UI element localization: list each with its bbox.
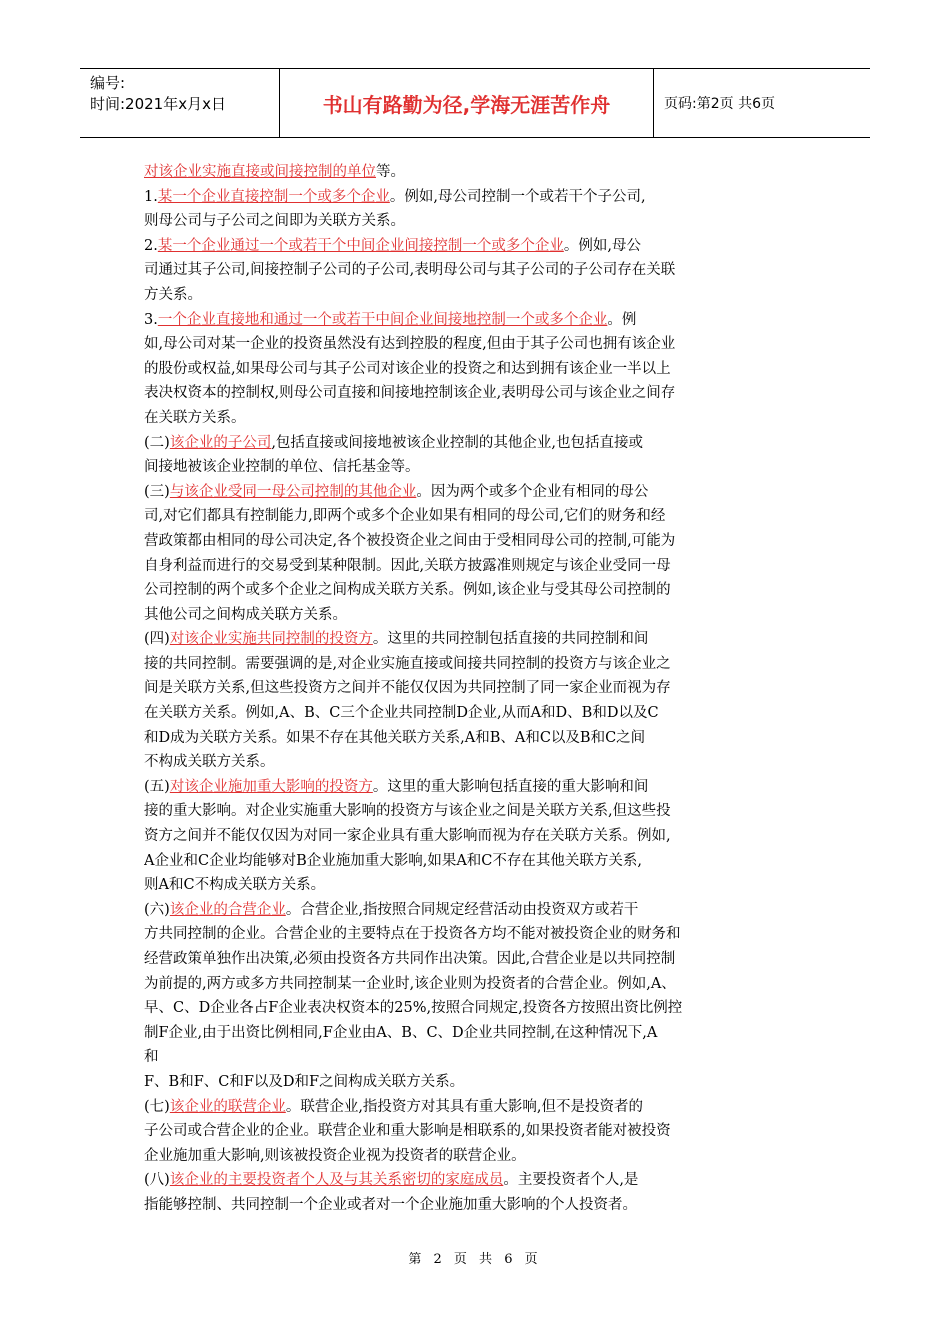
line-text: 1. (144, 188, 158, 205)
line-text: (三) (144, 483, 170, 500)
line-text: 间是关联方关系,但这些投资方之间并不能仅仅因为共同控制了同一家企业而视为存 (144, 680, 671, 697)
line-text: 。主要投资者个人,是 (503, 1172, 639, 1189)
line-text: 和 (144, 1049, 159, 1066)
text-line (144, 726, 824, 751)
highlighted-term: 与该企业受同一母公司控制的其他企业 (169, 483, 417, 500)
line-text: 制F企业,由于出资比例相同,F企业由A、B、C、D企业共同控制,在这种情况下,A (144, 1024, 658, 1041)
text-line (144, 652, 824, 677)
line-text: 则母公司与子公司之间即为关联方关系。 (144, 213, 405, 230)
line-text: 。因为两个或多个企业有相同的母公 (416, 483, 649, 500)
line-text: 指能够控制、共同控制一个企业或者对一个企业施加重大影响的个人投资者。 (144, 1196, 637, 1213)
line-text: 。这里的共同控制包括直接的共同控制和间 (372, 631, 649, 648)
text-line (144, 750, 824, 775)
line-text: 表决权资本的控制权,则母公司直接和间接地控制该企业,表明母公司与该企业之间存 (144, 385, 676, 402)
text-line (144, 160, 824, 185)
line-text: 经营政策单独作出决策,必须由投资各方共同作出决策。因此,合营企业是以共同控制 (144, 951, 676, 967)
text-line (144, 308, 824, 333)
line-text: 间接地被该企业控制的单位、信托基金等。 (144, 459, 420, 476)
line-text: 早、C、D企业各占F企业表决权资本的25%,按照合同规定,投资各方按照出资比例控 (144, 1000, 683, 1017)
header-info (80, 69, 280, 137)
text-line (144, 676, 824, 701)
number-label: 编号: (90, 74, 126, 92)
line-text: 司,对它们都具有控制能力,即两个或多个企业如果有相同的母公司,它们的财务和经 (144, 508, 666, 525)
text-line (144, 701, 824, 726)
line-text: (八) (144, 1172, 170, 1189)
text-line (144, 209, 824, 234)
highlighted-term: 该企业的主要投资者个人及与其关系密切的家庭成员 (169, 1172, 504, 1189)
line-text: 资方之间并不能仅仅因为对同一家企业具有重大影响而视为存在关联方关系。例如, (144, 828, 671, 845)
line-text: F、B和F、C和F以及D和F之间构成关联方关系。 (144, 1073, 465, 1090)
text-line (144, 1045, 824, 1070)
line-text: 。例 (607, 311, 637, 328)
text-line (144, 922, 824, 947)
text-line (144, 554, 824, 579)
text-line (144, 1021, 824, 1046)
text-line (144, 455, 824, 480)
text-line (144, 381, 824, 406)
text-line (144, 480, 824, 505)
highlighted-term: 该企业的联营企业 (169, 1098, 286, 1115)
line-text: (六) (144, 901, 170, 918)
text-line (144, 627, 824, 652)
line-text: 的股份或权益,如果母公司与其子公司对该企业的投资之和达到拥有该企业一半以上 (144, 360, 671, 377)
text-line (144, 406, 824, 431)
line-text: 子公司或合营企业的企业。联营企业和重大影响是相联系的,如果投资者能对被投资 (144, 1123, 671, 1140)
text-line (144, 799, 824, 824)
line-text: 方共同控制的企业。合营企业的主要特点在于投资各方均不能对被投资企业的财务和 (144, 926, 681, 943)
document-body (144, 160, 824, 1218)
line-text: 等。 (376, 164, 405, 180)
text-line (144, 185, 824, 210)
header-page-info: 页码:第2页 共6页 (664, 96, 775, 112)
line-text: (二) (144, 434, 170, 451)
line-text: 司通过其子公司,间接控制子公司的子公司,表明母公司与其子公司的子公司存在关联 (144, 262, 676, 279)
highlighted-term: 对该企业实施共同控制的投资方 (169, 631, 373, 648)
line-text: 企业施加重大影响,则该被投资企业视为投资者的联营企业。 (144, 1147, 526, 1164)
highlighted-term: 某一个企业通过一个或若干个中间企业间接控制一个或多个企业 (157, 237, 564, 254)
text-line (144, 283, 824, 308)
line-text: 。例如,母公 (563, 237, 641, 254)
line-text: A企业和C企业均能够对B企业施加重大影响,如果A和C不存在其他关联方关系, (144, 852, 643, 869)
line-text: 接的共同控制。需要强调的是,对企业实施直接或间接共同控制的投资方与该企业之 (144, 655, 671, 672)
date-label: 时间:2021年x月x日 (90, 95, 226, 113)
text-line (144, 357, 824, 382)
line-text: 。例如,母公司控制一个或若干个子公司, (389, 188, 646, 205)
text-line (144, 849, 824, 874)
text-line (144, 947, 824, 972)
line-text: 公司控制的两个或多个企业之间构成关联方关系。例如,该企业与受其母公司控制的 (144, 582, 671, 599)
text-line (144, 332, 824, 357)
line-text: (七) (144, 1098, 170, 1115)
line-text: 。这里的重大影响包括直接的重大影响和间 (372, 778, 649, 795)
text-line (144, 898, 824, 923)
text-line (144, 873, 824, 898)
highlighted-term: 某一个企业直接控制一个或多个企业 (157, 188, 390, 205)
text-line (144, 996, 824, 1021)
text-line (144, 972, 824, 997)
text-line (144, 775, 824, 800)
text-line (144, 824, 824, 849)
page-header (80, 68, 870, 138)
line-text: 2. (144, 237, 158, 254)
line-text: 自身利益而进行的交易受到某种限制。因此,关联方披露准则规定与该企业受同一母 (144, 557, 671, 574)
text-line (144, 431, 824, 456)
text-line (144, 258, 824, 283)
text-line (144, 1119, 824, 1144)
line-text: 接的重大影响。对企业实施重大影响的投资方与该企业之间是关联方关系,但这些投 (144, 803, 671, 820)
highlighted-term: 对该企业施加重大影响的投资方 (169, 778, 373, 795)
text-line (144, 578, 824, 603)
text-line (144, 504, 824, 529)
text-line (144, 603, 824, 628)
highlighted-term: 一个企业直接地和通过一个或若干中间企业间接地控制一个或多个企业 (157, 311, 608, 328)
text-line (144, 234, 824, 259)
line-text: (四) (144, 631, 170, 648)
text-line (144, 1144, 824, 1169)
highlighted-term: 对该企业实施直接或间接控制的单位 (144, 164, 376, 180)
line-text: 为前提的,两方或多方共同控制某一企业时,该企业则为投资者的合营企业。例如,A、 (144, 975, 676, 992)
line-text: 其他公司之间构成关联方关系。 (144, 606, 347, 623)
line-text: 在关联方关系。 (144, 409, 246, 426)
text-line (144, 1168, 824, 1193)
highlighted-term: 该企业的合营企业 (169, 901, 286, 918)
line-text: 3. (144, 311, 158, 328)
line-text: 如,母公司对某一企业的投资虽然没有达到控股的程度,但由于其子公司也拥有该企业 (144, 336, 676, 353)
line-text: (五) (144, 778, 170, 795)
line-text: 方关系。 (144, 286, 202, 303)
line-text: 。合营企业,指按照合同规定经营活动由投资双方或若干 (285, 901, 639, 918)
line-text: 营政策都由相同的母公司决定,各个被投资企业之间由于受相同母公司的控制,可能为 (144, 532, 676, 549)
text-line (144, 1070, 824, 1095)
line-text: 和D成为关联方关系。如果不存在其他关联方关系,A和B、A和C以及B和C之间 (144, 729, 646, 746)
text-line (144, 1193, 824, 1218)
line-text: ,包括直接或间接地被该企业控制的其他企业,也包括直接或 (271, 434, 644, 451)
line-text: 则A和C不构成关联方关系。 (144, 877, 326, 894)
header-motto: 书山有路勤为径,学海无涯苦作舟 (280, 69, 654, 137)
highlighted-term: 该企业的子公司 (169, 434, 272, 451)
line-text: 不构成关联方关系。 (144, 754, 275, 771)
line-text: 在关联方关系。例如,A、B、C三个企业共同控制D企业,从而A和D、B和D以及C (144, 705, 659, 722)
text-line (144, 529, 824, 554)
line-text: 。联营企业,指投资方对其具有重大影响,但不是投资者的 (285, 1098, 644, 1115)
text-line (144, 1095, 824, 1120)
page-footer: 第 2 页 共 6 页 (408, 1252, 542, 1267)
